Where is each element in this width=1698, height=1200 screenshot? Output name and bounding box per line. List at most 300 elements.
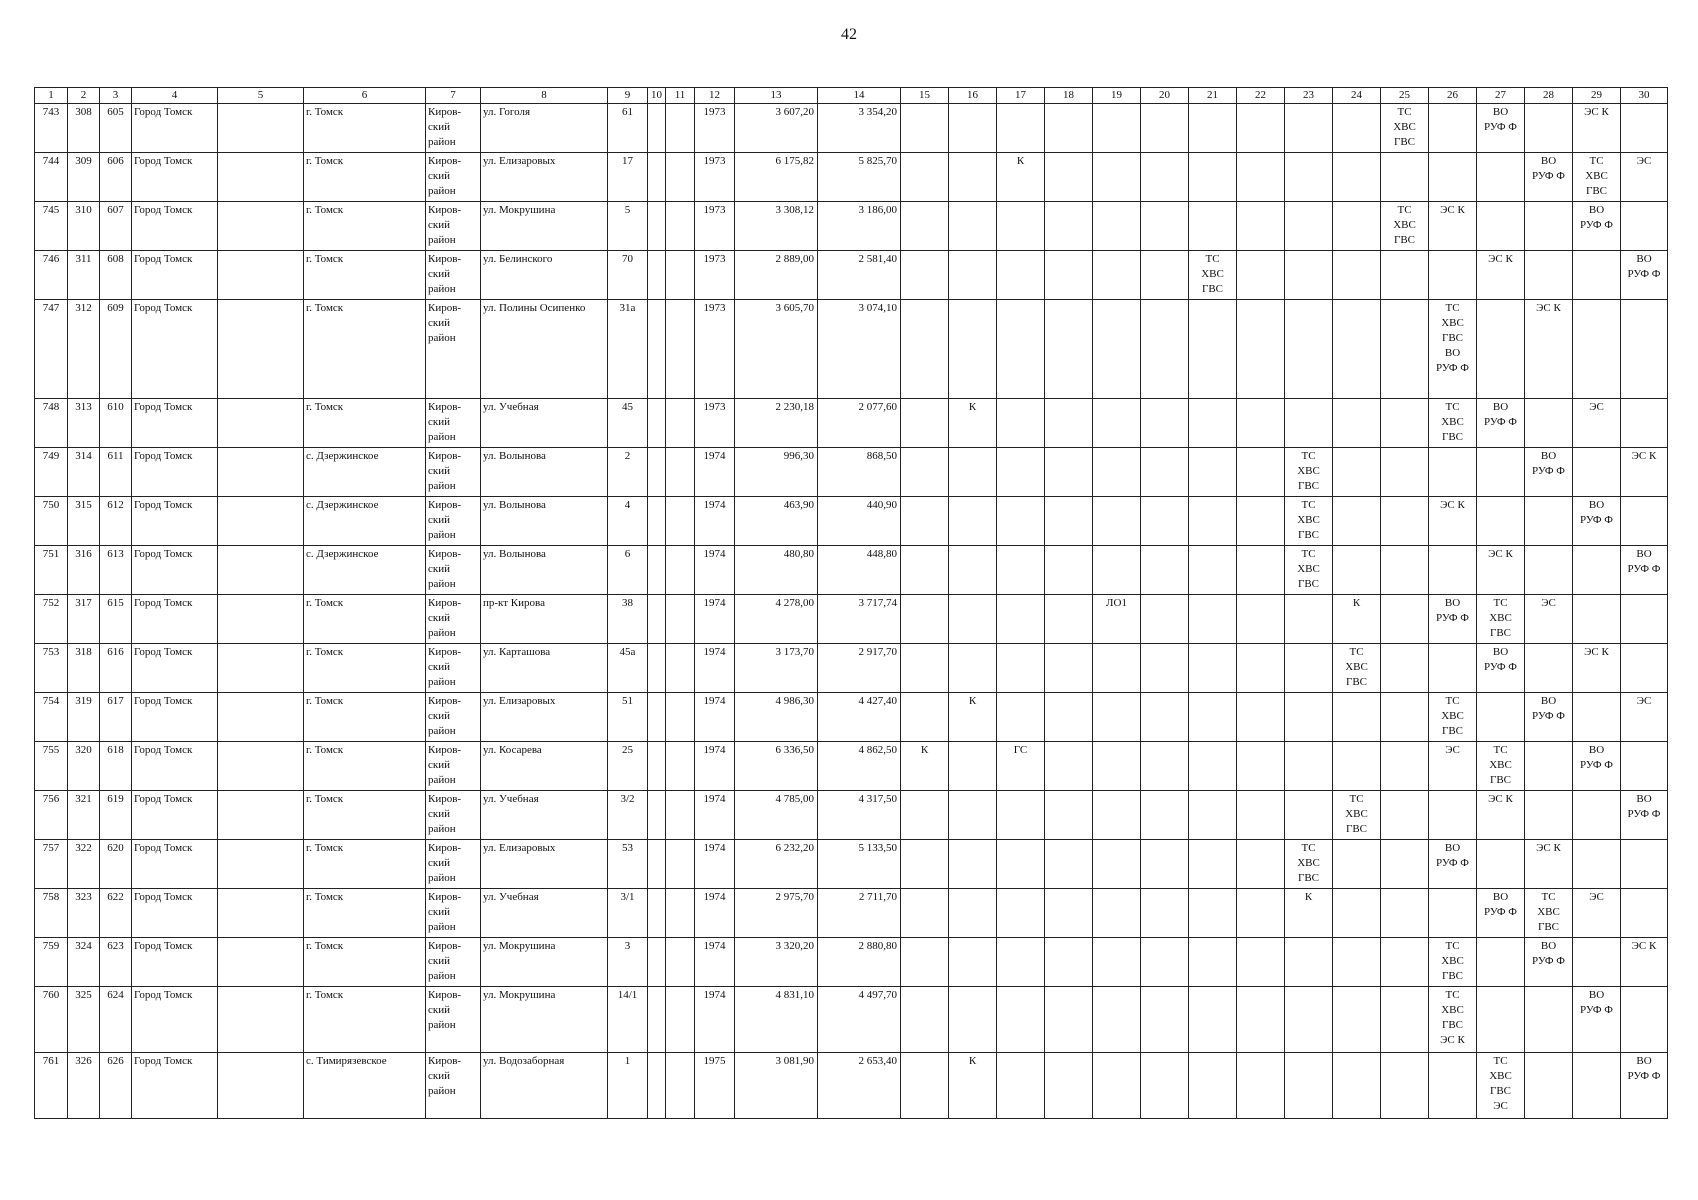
cell-work-col-15 — [901, 693, 949, 742]
cell-work-col-15 — [901, 202, 949, 251]
cell-work-col-20 — [1141, 300, 1189, 399]
cell-district: Киров- ский район — [426, 791, 481, 840]
cell-work-col-20 — [1141, 742, 1189, 791]
header-col-5: 5 — [218, 88, 304, 104]
cell-work-col-23 — [1285, 987, 1333, 1053]
cell-work-col-23: К — [1285, 889, 1333, 938]
cell-total-area: 3 173,70 — [735, 644, 818, 693]
cell-year-built: 1974 — [695, 987, 735, 1053]
cell-work-col-26: ТС ХВС ГВС — [1429, 399, 1477, 448]
cell-total-area: 2 889,00 — [735, 251, 818, 300]
cell-work-col-23: ТС ХВС ГВС — [1285, 546, 1333, 595]
cell-work-col-28 — [1525, 399, 1573, 448]
cell-work-col-15 — [901, 399, 949, 448]
cell-work-col-16: К — [949, 693, 997, 742]
header-col-1: 1 — [35, 88, 68, 104]
cell-col-11 — [666, 104, 695, 153]
cell-work-col-22 — [1237, 104, 1285, 153]
cell-work-col-28: ЭС — [1525, 595, 1573, 644]
cell-row-no: 751 — [35, 546, 68, 595]
cell-building-no: 310 — [68, 202, 100, 251]
cell-work-col-25 — [1381, 693, 1429, 742]
header-col-8: 8 — [481, 88, 608, 104]
cell-municipality: Город Томск — [132, 399, 218, 448]
cell-work-col-19 — [1093, 448, 1141, 497]
cell-work-col-21 — [1189, 497, 1237, 546]
cell-work-col-18 — [1045, 202, 1093, 251]
cell-work-col-30: ЭС К — [1621, 448, 1668, 497]
table-row — [35, 889, 1668, 938]
cell-work-col-20 — [1141, 497, 1189, 546]
cell-work-col-30 — [1621, 300, 1668, 399]
cell-work-col-29: ТС ХВС ГВС — [1573, 153, 1621, 202]
cell-house-no: 38 — [608, 595, 648, 644]
cell-work-col-21 — [1189, 938, 1237, 987]
cell-total-area: 4 986,30 — [735, 693, 818, 742]
table-row — [35, 300, 1668, 399]
header-col-17: 17 — [997, 88, 1045, 104]
cell-living-area: 4 317,50 — [818, 791, 901, 840]
cell-col-11 — [666, 153, 695, 202]
cell-work-col-30 — [1621, 497, 1668, 546]
cell-settlement: г. Томск — [304, 399, 426, 448]
header-col-13: 13 — [735, 88, 818, 104]
cell-work-col-25 — [1381, 840, 1429, 889]
cell-year-built: 1973 — [695, 202, 735, 251]
cell-living-area: 5 825,70 — [818, 153, 901, 202]
cell-total-area: 6 175,82 — [735, 153, 818, 202]
cell-street: пр-кт Кирова — [481, 595, 608, 644]
cell-municipality: Город Томск — [132, 644, 218, 693]
cell-col-5 — [218, 153, 304, 202]
cell-work-col-22 — [1237, 840, 1285, 889]
cell-work-col-29 — [1573, 546, 1621, 595]
cell-district: Киров- ский район — [426, 840, 481, 889]
cell-district: Киров- ский район — [426, 448, 481, 497]
cell-work-col-17: К — [997, 153, 1045, 202]
cell-col-10 — [648, 644, 666, 693]
cell-object-no: 615 — [100, 595, 132, 644]
cell-work-col-16 — [949, 202, 997, 251]
header-col-2: 2 — [68, 88, 100, 104]
cell-work-col-29: ВО РУФ Ф — [1573, 202, 1621, 251]
cell-settlement: г. Томск — [304, 938, 426, 987]
cell-col-11 — [666, 791, 695, 840]
cell-total-area: 480,80 — [735, 546, 818, 595]
cell-work-col-24 — [1333, 448, 1381, 497]
cell-work-col-17 — [997, 791, 1045, 840]
cell-work-col-17 — [997, 644, 1045, 693]
cell-col-10 — [648, 202, 666, 251]
cell-work-col-23 — [1285, 693, 1333, 742]
cell-col-5 — [218, 300, 304, 399]
header-col-23: 23 — [1285, 88, 1333, 104]
cell-year-built: 1973 — [695, 300, 735, 399]
cell-total-area: 3 320,20 — [735, 938, 818, 987]
cell-col-11 — [666, 987, 695, 1053]
cell-work-col-21 — [1189, 742, 1237, 791]
cell-col-11 — [666, 497, 695, 546]
cell-street: ул. Белинского — [481, 251, 608, 300]
table-row — [35, 448, 1668, 497]
cell-work-col-25 — [1381, 300, 1429, 399]
cell-work-col-18 — [1045, 153, 1093, 202]
cell-work-col-20 — [1141, 938, 1189, 987]
cell-house-no: 51 — [608, 693, 648, 742]
cell-work-col-28: ЭС К — [1525, 300, 1573, 399]
header-col-10: 10 — [648, 88, 666, 104]
cell-work-col-22 — [1237, 987, 1285, 1053]
cell-work-col-21 — [1189, 889, 1237, 938]
cell-settlement: г. Томск — [304, 840, 426, 889]
cell-col-5 — [218, 644, 304, 693]
cell-settlement: г. Томск — [304, 889, 426, 938]
cell-work-col-24 — [1333, 987, 1381, 1053]
cell-work-col-22 — [1237, 251, 1285, 300]
cell-settlement: с. Дзержинское — [304, 497, 426, 546]
cell-work-col-27: ЭС К — [1477, 251, 1525, 300]
cell-col-10 — [648, 1053, 666, 1119]
cell-street: ул. Карташова — [481, 644, 608, 693]
cell-settlement: с. Дзержинское — [304, 448, 426, 497]
cell-year-built: 1974 — [695, 595, 735, 644]
cell-house-no: 4 — [608, 497, 648, 546]
cell-settlement: г. Томск — [304, 153, 426, 202]
cell-work-col-20 — [1141, 987, 1189, 1053]
cell-house-no: 1 — [608, 1053, 648, 1119]
cell-municipality: Город Томск — [132, 987, 218, 1053]
cell-object-no: 617 — [100, 693, 132, 742]
cell-district: Киров- ский район — [426, 300, 481, 399]
cell-work-col-25 — [1381, 791, 1429, 840]
cell-object-no: 613 — [100, 546, 132, 595]
cell-col-10 — [648, 889, 666, 938]
cell-col-10 — [648, 742, 666, 791]
cell-work-col-24 — [1333, 693, 1381, 742]
cell-work-col-17 — [997, 399, 1045, 448]
cell-col-5 — [218, 987, 304, 1053]
table-row — [35, 742, 1668, 791]
cell-work-col-16 — [949, 104, 997, 153]
cell-work-col-17 — [997, 448, 1045, 497]
cell-col-11 — [666, 938, 695, 987]
cell-building-no: 313 — [68, 399, 100, 448]
cell-work-col-26: ТС ХВС ГВС ВО РУФ Ф — [1429, 300, 1477, 399]
cell-work-col-21 — [1189, 104, 1237, 153]
cell-work-col-29 — [1573, 791, 1621, 840]
cell-col-10 — [648, 791, 666, 840]
cell-municipality: Город Томск — [132, 104, 218, 153]
cell-work-col-20 — [1141, 448, 1189, 497]
cell-house-no: 3/2 — [608, 791, 648, 840]
cell-work-col-26 — [1429, 889, 1477, 938]
cell-object-no: 609 — [100, 300, 132, 399]
cell-work-col-22 — [1237, 300, 1285, 399]
cell-work-col-26 — [1429, 104, 1477, 153]
cell-district: Киров- ский район — [426, 153, 481, 202]
cell-year-built: 1974 — [695, 448, 735, 497]
cell-house-no: 31а — [608, 300, 648, 399]
cell-work-col-26: ВО РУФ Ф — [1429, 840, 1477, 889]
cell-col-5 — [218, 840, 304, 889]
cell-work-col-21 — [1189, 153, 1237, 202]
cell-district: Киров- ский район — [426, 251, 481, 300]
cell-street: ул. Елизаровых — [481, 693, 608, 742]
cell-work-col-16 — [949, 251, 997, 300]
cell-work-col-29: ЭС — [1573, 399, 1621, 448]
cell-year-built: 1974 — [695, 938, 735, 987]
cell-object-no: 624 — [100, 987, 132, 1053]
cell-work-col-18 — [1045, 104, 1093, 153]
cell-work-col-20 — [1141, 1053, 1189, 1119]
cell-row-no: 749 — [35, 448, 68, 497]
cell-work-col-29 — [1573, 595, 1621, 644]
cell-work-col-15 — [901, 153, 949, 202]
cell-building-no: 319 — [68, 693, 100, 742]
cell-col-11 — [666, 889, 695, 938]
cell-work-col-19 — [1093, 987, 1141, 1053]
cell-work-col-19 — [1093, 300, 1141, 399]
cell-living-area: 2 917,70 — [818, 644, 901, 693]
cell-work-col-29: ВО РУФ Ф — [1573, 742, 1621, 791]
cell-living-area: 3 717,74 — [818, 595, 901, 644]
cell-district: Киров- ский район — [426, 497, 481, 546]
cell-work-col-25 — [1381, 938, 1429, 987]
cell-row-no: 745 — [35, 202, 68, 251]
cell-work-col-15 — [901, 1053, 949, 1119]
cell-work-col-21 — [1189, 399, 1237, 448]
cell-street: ул. Волынова — [481, 497, 608, 546]
cell-col-10 — [648, 104, 666, 153]
header-col-7: 7 — [426, 88, 481, 104]
cell-year-built: 1973 — [695, 399, 735, 448]
cell-work-col-28: ВО РУФ Ф — [1525, 693, 1573, 742]
cell-object-no: 622 — [100, 889, 132, 938]
cell-col-5 — [218, 1053, 304, 1119]
cell-work-col-27 — [1477, 153, 1525, 202]
cell-work-col-30: ВО РУФ Ф — [1621, 546, 1668, 595]
housing-registry-table — [34, 87, 1668, 1119]
header-col-19: 19 — [1093, 88, 1141, 104]
cell-object-no: 616 — [100, 644, 132, 693]
cell-living-area: 2 581,40 — [818, 251, 901, 300]
cell-work-col-27: ЭС К — [1477, 546, 1525, 595]
cell-street: ул. Волынова — [481, 546, 608, 595]
cell-work-col-24: ТС ХВС ГВС — [1333, 791, 1381, 840]
cell-work-col-19 — [1093, 791, 1141, 840]
cell-work-col-27 — [1477, 938, 1525, 987]
cell-col-10 — [648, 938, 666, 987]
cell-living-area: 4 862,50 — [818, 742, 901, 791]
cell-work-col-15 — [901, 889, 949, 938]
cell-work-col-18 — [1045, 300, 1093, 399]
cell-total-area: 2 975,70 — [735, 889, 818, 938]
cell-work-col-18 — [1045, 251, 1093, 300]
cell-work-col-30: ЭС — [1621, 693, 1668, 742]
cell-work-col-19 — [1093, 251, 1141, 300]
cell-col-5 — [218, 791, 304, 840]
cell-district: Киров- ский район — [426, 399, 481, 448]
cell-work-col-27: ТС ХВС ГВС ЭС — [1477, 1053, 1525, 1119]
cell-settlement: г. Томск — [304, 742, 426, 791]
cell-work-col-28: ЭС К — [1525, 840, 1573, 889]
cell-settlement: г. Томск — [304, 693, 426, 742]
cell-work-col-28: ТС ХВС ГВС — [1525, 889, 1573, 938]
cell-work-col-16: К — [949, 1053, 997, 1119]
header-col-3: 3 — [100, 88, 132, 104]
cell-col-11 — [666, 840, 695, 889]
cell-object-no: 626 — [100, 1053, 132, 1119]
header-col-4: 4 — [132, 88, 218, 104]
cell-work-col-17 — [997, 889, 1045, 938]
cell-living-area: 2 711,70 — [818, 889, 901, 938]
cell-building-no: 308 — [68, 104, 100, 153]
cell-work-col-20 — [1141, 791, 1189, 840]
cell-house-no: 25 — [608, 742, 648, 791]
cell-work-col-23 — [1285, 791, 1333, 840]
cell-municipality: Город Томск — [132, 546, 218, 595]
cell-living-area: 440,90 — [818, 497, 901, 546]
cell-row-no: 759 — [35, 938, 68, 987]
cell-col-11 — [666, 399, 695, 448]
cell-work-col-30 — [1621, 987, 1668, 1053]
cell-total-area: 4 831,10 — [735, 987, 818, 1053]
cell-district: Киров- ский район — [426, 202, 481, 251]
cell-work-col-28 — [1525, 546, 1573, 595]
cell-work-col-22 — [1237, 938, 1285, 987]
cell-work-col-25: ТС ХВС ГВС — [1381, 104, 1429, 153]
cell-object-no: 619 — [100, 791, 132, 840]
cell-object-no: 618 — [100, 742, 132, 791]
cell-col-10 — [648, 153, 666, 202]
cell-house-no: 5 — [608, 202, 648, 251]
cell-col-5 — [218, 595, 304, 644]
cell-total-area: 463,90 — [735, 497, 818, 546]
cell-work-col-20 — [1141, 546, 1189, 595]
header-col-15: 15 — [901, 88, 949, 104]
cell-work-col-20 — [1141, 840, 1189, 889]
cell-work-col-21: ТС ХВС ГВС — [1189, 251, 1237, 300]
table-row — [35, 104, 1668, 153]
cell-year-built: 1974 — [695, 840, 735, 889]
cell-street: ул. Полины Осипенко — [481, 300, 608, 399]
cell-living-area: 3 186,00 — [818, 202, 901, 251]
cell-house-no: 45а — [608, 644, 648, 693]
cell-living-area: 2 880,80 — [818, 938, 901, 987]
cell-row-no: 753 — [35, 644, 68, 693]
table-row — [35, 202, 1668, 251]
cell-work-col-18 — [1045, 448, 1093, 497]
table-row — [35, 791, 1668, 840]
header-col-18: 18 — [1045, 88, 1093, 104]
cell-work-col-30 — [1621, 742, 1668, 791]
cell-col-10 — [648, 840, 666, 889]
cell-work-col-28 — [1525, 202, 1573, 251]
cell-row-no: 747 — [35, 300, 68, 399]
cell-work-col-21 — [1189, 791, 1237, 840]
cell-work-col-15 — [901, 595, 949, 644]
cell-work-col-24 — [1333, 840, 1381, 889]
cell-work-col-16 — [949, 448, 997, 497]
header-col-28: 28 — [1525, 88, 1573, 104]
cell-settlement: г. Томск — [304, 202, 426, 251]
cell-row-no: 761 — [35, 1053, 68, 1119]
cell-work-col-29: ЭС К — [1573, 644, 1621, 693]
cell-col-5 — [218, 251, 304, 300]
cell-work-col-24 — [1333, 399, 1381, 448]
cell-living-area: 3 354,20 — [818, 104, 901, 153]
cell-col-11 — [666, 251, 695, 300]
cell-work-col-18 — [1045, 889, 1093, 938]
cell-total-area: 3 308,12 — [735, 202, 818, 251]
cell-work-col-19 — [1093, 742, 1141, 791]
cell-work-col-30 — [1621, 104, 1668, 153]
cell-col-10 — [648, 448, 666, 497]
cell-work-col-18 — [1045, 595, 1093, 644]
cell-year-built: 1974 — [695, 497, 735, 546]
cell-street: ул. Гоголя — [481, 104, 608, 153]
cell-work-col-17 — [997, 202, 1045, 251]
cell-house-no: 6 — [608, 546, 648, 595]
cell-work-col-20 — [1141, 644, 1189, 693]
cell-work-col-15 — [901, 938, 949, 987]
cell-col-11 — [666, 546, 695, 595]
cell-municipality: Город Томск — [132, 938, 218, 987]
cell-street: ул. Волынова — [481, 448, 608, 497]
cell-work-col-16 — [949, 987, 997, 1053]
cell-work-col-25 — [1381, 987, 1429, 1053]
cell-street: ул. Учебная — [481, 889, 608, 938]
cell-row-no: 744 — [35, 153, 68, 202]
cell-building-no: 317 — [68, 595, 100, 644]
cell-work-col-25 — [1381, 399, 1429, 448]
cell-municipality: Город Томск — [132, 742, 218, 791]
cell-work-col-18 — [1045, 938, 1093, 987]
cell-work-col-15 — [901, 840, 949, 889]
cell-work-col-21 — [1189, 840, 1237, 889]
cell-row-no: 743 — [35, 104, 68, 153]
cell-living-area: 4 427,40 — [818, 693, 901, 742]
cell-building-no: 321 — [68, 791, 100, 840]
header-col-26: 26 — [1429, 88, 1477, 104]
cell-work-col-24: К — [1333, 595, 1381, 644]
cell-total-area: 4 278,00 — [735, 595, 818, 644]
cell-work-col-17 — [997, 497, 1045, 546]
cell-house-no: 14/1 — [608, 987, 648, 1053]
cell-work-col-19 — [1093, 644, 1141, 693]
cell-district: Киров- ский район — [426, 1053, 481, 1119]
table-row — [35, 595, 1668, 644]
cell-work-col-29 — [1573, 1053, 1621, 1119]
header-col-30: 30 — [1621, 88, 1668, 104]
cell-work-col-19 — [1093, 104, 1141, 153]
cell-year-built: 1974 — [695, 693, 735, 742]
cell-work-col-22 — [1237, 791, 1285, 840]
cell-work-col-20 — [1141, 595, 1189, 644]
cell-object-no: 623 — [100, 938, 132, 987]
cell-object-no: 611 — [100, 448, 132, 497]
cell-building-no: 326 — [68, 1053, 100, 1119]
cell-work-col-22 — [1237, 399, 1285, 448]
table-row — [35, 153, 1668, 202]
cell-col-5 — [218, 938, 304, 987]
cell-work-col-26 — [1429, 1053, 1477, 1119]
cell-work-col-25 — [1381, 644, 1429, 693]
cell-work-col-23: ТС ХВС ГВС — [1285, 840, 1333, 889]
cell-building-no: 316 — [68, 546, 100, 595]
cell-work-col-24 — [1333, 104, 1381, 153]
cell-work-col-21 — [1189, 987, 1237, 1053]
